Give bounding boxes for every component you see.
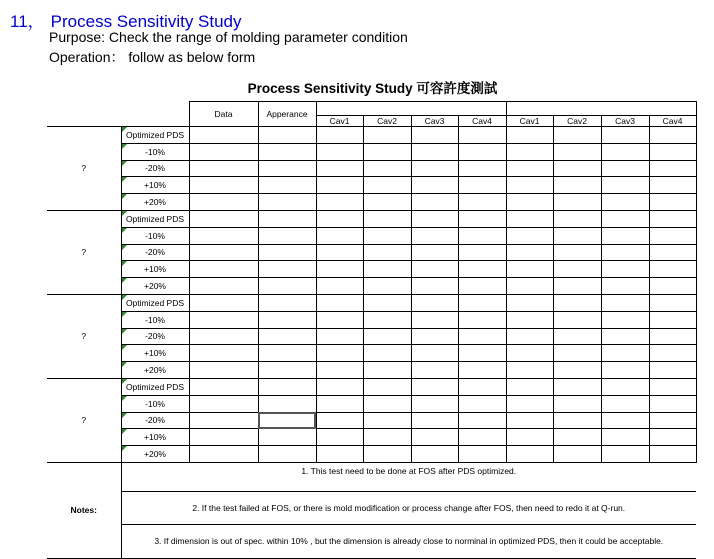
data-cell[interactable] (189, 278, 258, 295)
level-label: -10% (121, 311, 189, 328)
cavity-cell[interactable] (649, 227, 696, 244)
cavity-cell[interactable] (506, 127, 553, 144)
cavity-cell[interactable] (458, 345, 506, 362)
section-number: 11， (10, 12, 45, 31)
level-label: +10% (121, 177, 189, 194)
level-label: -20% (121, 244, 189, 261)
cavity-header: Cav4 (458, 116, 506, 127)
cavity-cell[interactable] (316, 345, 363, 362)
section-title: Process Sensitivity Study (50, 12, 242, 31)
cavity-cell[interactable] (601, 294, 649, 311)
note-1: 1. This test need to be done at FOS after PDS optimized. (121, 462, 696, 491)
cavity-cell[interactable] (363, 395, 411, 412)
appearance-cell[interactable] (258, 244, 316, 261)
level-label: +20% (121, 194, 189, 211)
cavity-cell[interactable] (316, 311, 363, 328)
appearance-cell[interactable] (258, 127, 316, 144)
data-cell[interactable] (189, 194, 258, 211)
data-cell[interactable] (189, 429, 258, 446)
header-row-2 (47, 116, 696, 127)
cavity-cell[interactable] (363, 177, 411, 194)
cavity-cell[interactable] (649, 412, 696, 429)
cavity-cell[interactable] (506, 160, 553, 177)
data-cell[interactable] (189, 328, 258, 345)
cavity-cell[interactable] (363, 278, 411, 295)
data-cell[interactable] (189, 244, 258, 261)
note-row (47, 524, 696, 558)
appearance-cell[interactable] (258, 362, 316, 379)
cavity-cell[interactable] (316, 328, 363, 345)
cavity-cell[interactable] (458, 278, 506, 295)
cavity-cell[interactable] (363, 160, 411, 177)
table-row (47, 362, 696, 379)
level-label-optimized: Optimized PDS (121, 210, 189, 227)
cavity-cell[interactable] (411, 328, 458, 345)
level-label-optimized: Optimized PDS (121, 378, 189, 395)
data-cell[interactable] (189, 294, 258, 311)
data-cell[interactable] (189, 261, 258, 278)
cavity-cell[interactable] (601, 429, 649, 446)
cavity-cell[interactable] (649, 446, 696, 463)
cavity-cell[interactable] (601, 446, 649, 463)
data-cell[interactable] (189, 412, 258, 429)
cavity-header: Cav1 (506, 116, 553, 127)
appearance-cell[interactable] (258, 160, 316, 177)
cavity-cell[interactable] (363, 412, 411, 429)
cavity-cell[interactable] (506, 345, 553, 362)
level-label: +20% (121, 362, 189, 379)
level-label: -20% (121, 160, 189, 177)
cavity-cell[interactable] (553, 429, 601, 446)
cavity-cell[interactable] (458, 127, 506, 144)
cavity-cell[interactable] (458, 328, 506, 345)
cavity-cell[interactable] (411, 294, 458, 311)
cavity-cell[interactable] (506, 261, 553, 278)
cavity-cell[interactable] (411, 177, 458, 194)
cavity-cell[interactable] (649, 311, 696, 328)
data-cell[interactable] (189, 127, 258, 144)
cavity-cell[interactable] (553, 378, 601, 395)
note-3: 3. If dimension is out of spec. within 10% , but the dimension is already close to norminal in optimized PDS, then it could be acceptable. (121, 524, 696, 558)
cavity-cell[interactable] (553, 194, 601, 211)
parameter-name-cell[interactable]: ? (47, 210, 121, 294)
cavity-cell[interactable] (601, 210, 649, 227)
table-row (47, 227, 696, 244)
cavity-header: Cav1 (316, 116, 363, 127)
level-label: +20% (121, 278, 189, 295)
cavity-cell[interactable] (363, 227, 411, 244)
cavity-cell[interactable] (316, 412, 363, 429)
cavity-cell[interactable] (649, 294, 696, 311)
cavity-cell[interactable] (601, 177, 649, 194)
cavity-group-1-header (316, 102, 506, 116)
cavity-cell[interactable] (458, 143, 506, 160)
data-cell[interactable] (189, 311, 258, 328)
col-header-appearance: Apperance (258, 102, 316, 127)
header-row-1 (47, 102, 696, 116)
level-label: -10% (121, 227, 189, 244)
header-blank (47, 116, 121, 127)
cavity-cell[interactable] (363, 261, 411, 278)
table-row (47, 395, 696, 412)
cavity-cell[interactable] (553, 244, 601, 261)
cavity-cell[interactable] (601, 143, 649, 160)
cavity-cell[interactable] (458, 429, 506, 446)
level-label: +10% (121, 261, 189, 278)
cavity-cell[interactable] (363, 446, 411, 463)
appearance-cell[interactable] (258, 177, 316, 194)
data-cell[interactable] (189, 227, 258, 244)
cavity-cell[interactable] (411, 210, 458, 227)
cavity-cell[interactable] (506, 294, 553, 311)
cavity-cell[interactable] (506, 446, 553, 463)
cavity-cell[interactable] (458, 311, 506, 328)
cavity-cell[interactable] (649, 362, 696, 379)
cavity-cell[interactable] (363, 311, 411, 328)
appearance-cell[interactable] (258, 345, 316, 362)
cavity-cell[interactable] (553, 412, 601, 429)
cavity-cell[interactable] (601, 244, 649, 261)
cavity-cell[interactable] (316, 261, 363, 278)
cavity-cell[interactable] (316, 362, 363, 379)
appearance-cell[interactable] (258, 294, 316, 311)
table-row (47, 311, 696, 328)
cavity-cell[interactable] (411, 412, 458, 429)
cavity-cell[interactable] (316, 194, 363, 211)
level-label: -10% (121, 143, 189, 160)
level-label: -20% (121, 328, 189, 345)
cavity-cell[interactable] (506, 194, 553, 211)
cavity-cell[interactable] (649, 177, 696, 194)
cavity-cell[interactable] (506, 278, 553, 295)
cavity-cell[interactable] (363, 143, 411, 160)
cavity-cell[interactable] (316, 127, 363, 144)
cavity-cell[interactable] (506, 177, 553, 194)
cavity-header: Cav3 (411, 116, 458, 127)
cavity-cell[interactable] (316, 429, 363, 446)
cavity-cell[interactable] (458, 261, 506, 278)
cavity-cell[interactable] (363, 345, 411, 362)
parameter-name-cell[interactable]: ? (47, 378, 121, 462)
cavity-cell[interactable] (601, 362, 649, 379)
cavity-cell[interactable] (601, 261, 649, 278)
header-blank (47, 102, 121, 116)
cavity-cell[interactable] (553, 177, 601, 194)
cavity-cell[interactable] (649, 160, 696, 177)
cavity-cell[interactable] (316, 160, 363, 177)
cavity-cell[interactable] (553, 261, 601, 278)
cavity-cell[interactable] (553, 294, 601, 311)
cavity-cell[interactable] (506, 210, 553, 227)
cavity-cell[interactable] (363, 378, 411, 395)
cavity-cell[interactable] (649, 194, 696, 211)
operation-text: Operation： follow as below form (49, 49, 256, 65)
data-cell[interactable] (189, 160, 258, 177)
cavity-cell[interactable] (649, 210, 696, 227)
table-row (47, 378, 696, 395)
cavity-cell[interactable] (601, 378, 649, 395)
cavity-cell[interactable] (458, 412, 506, 429)
cavity-cell[interactable] (411, 143, 458, 160)
table-row (47, 160, 696, 177)
cavity-cell[interactable] (506, 395, 553, 412)
cavity-cell[interactable] (458, 362, 506, 379)
header-blank (121, 102, 189, 116)
cavity-cell[interactable] (553, 210, 601, 227)
cavity-cell[interactable] (601, 160, 649, 177)
cavity-cell[interactable] (649, 278, 696, 295)
table-row (47, 294, 696, 311)
cavity-header: Cav2 (363, 116, 411, 127)
cavity-cell[interactable] (649, 328, 696, 345)
cavity-cell[interactable] (316, 143, 363, 160)
cavity-cell[interactable] (601, 345, 649, 362)
cavity-cell[interactable] (553, 160, 601, 177)
cavity-cell[interactable] (316, 446, 363, 463)
cavity-cell[interactable] (411, 378, 458, 395)
cavity-cell[interactable] (411, 395, 458, 412)
cavity-cell[interactable] (363, 362, 411, 379)
appearance-cell[interactable] (258, 194, 316, 211)
appearance-cell[interactable] (258, 311, 316, 328)
cavity-cell[interactable] (411, 362, 458, 379)
cavity-cell[interactable] (363, 194, 411, 211)
cavity-cell[interactable] (601, 395, 649, 412)
cavity-cell[interactable] (458, 446, 506, 463)
cavity-cell[interactable] (458, 194, 506, 211)
cavity-cell[interactable] (506, 412, 553, 429)
cavity-cell[interactable] (506, 143, 553, 160)
cavity-cell[interactable] (411, 446, 458, 463)
cavity-header: Cav4 (649, 116, 696, 127)
cavity-cell[interactable] (601, 412, 649, 429)
sensitivity-study-table (47, 101, 697, 559)
cavity-cell[interactable] (363, 294, 411, 311)
data-cell[interactable] (189, 378, 258, 395)
appearance-cell[interactable] (258, 412, 316, 429)
sheet-title: Process Sensitivity Study 可容許度測試 (247, 81, 498, 96)
appearance-cell[interactable] (258, 395, 316, 412)
col-header-data: Data (189, 102, 258, 127)
table-row (47, 244, 696, 261)
cavity-cell[interactable] (316, 395, 363, 412)
cavity-cell[interactable] (649, 429, 696, 446)
cavity-cell[interactable] (458, 177, 506, 194)
data-cell[interactable] (189, 395, 258, 412)
cavity-cell[interactable] (553, 311, 601, 328)
data-cell[interactable] (189, 362, 258, 379)
cavity-cell[interactable] (506, 378, 553, 395)
parameter-name-cell[interactable]: ? (47, 294, 121, 378)
appearance-cell[interactable] (258, 278, 316, 295)
cavity-cell[interactable] (553, 278, 601, 295)
cavity-cell[interactable] (553, 227, 601, 244)
table-row (47, 429, 696, 446)
cavity-cell[interactable] (458, 227, 506, 244)
cavity-cell[interactable] (316, 278, 363, 295)
purpose-text: Purpose: Check the range of molding parameter condition (49, 29, 408, 45)
level-label: +20% (121, 446, 189, 463)
table-row (47, 210, 696, 227)
cavity-cell[interactable] (363, 210, 411, 227)
note-2: 2. If the test failed at FOS, or there is mold modification or process change after FOS, then need to redo it at Q-run. (121, 491, 696, 524)
data-cell[interactable] (189, 177, 258, 194)
cavity-cell[interactable] (411, 261, 458, 278)
cavity-cell[interactable] (601, 127, 649, 144)
cavity-cell[interactable] (316, 294, 363, 311)
cavity-cell[interactable] (649, 244, 696, 261)
level-label: -20% (121, 412, 189, 429)
parameter-name-cell[interactable]: ? (47, 127, 121, 211)
data-cell[interactable] (189, 446, 258, 463)
cavity-cell[interactable] (553, 143, 601, 160)
cavity-cell[interactable] (411, 127, 458, 144)
table-row (47, 143, 696, 160)
cavity-cell[interactable] (649, 378, 696, 395)
cavity-cell[interactable] (363, 127, 411, 144)
cavity-cell[interactable] (506, 362, 553, 379)
cavity-cell[interactable] (649, 395, 696, 412)
cavity-group-2-header (506, 102, 696, 116)
table-row (47, 278, 696, 295)
cavity-cell[interactable] (316, 177, 363, 194)
data-cell[interactable] (189, 345, 258, 362)
cavity-cell[interactable] (458, 378, 506, 395)
level-label: +10% (121, 345, 189, 362)
cavity-header: Cav2 (553, 116, 601, 127)
cavity-cell[interactable] (316, 210, 363, 227)
cavity-cell[interactable] (601, 194, 649, 211)
cavity-cell[interactable] (649, 261, 696, 278)
table-row (47, 328, 696, 345)
cavity-cell[interactable] (553, 345, 601, 362)
level-label-optimized: Optimized PDS (121, 294, 189, 311)
cavity-cell[interactable] (411, 194, 458, 211)
table-row (47, 194, 696, 211)
note-row (47, 462, 696, 491)
cavity-cell[interactable] (411, 311, 458, 328)
cavity-cell[interactable] (458, 294, 506, 311)
appearance-cell[interactable] (258, 378, 316, 395)
cavity-cell[interactable] (411, 345, 458, 362)
appearance-cell[interactable] (258, 328, 316, 345)
table-row (47, 127, 696, 144)
cavity-cell[interactable] (649, 143, 696, 160)
table-row (47, 261, 696, 278)
cavity-cell[interactable] (553, 328, 601, 345)
appearance-cell[interactable] (258, 429, 316, 446)
cavity-cell[interactable] (411, 278, 458, 295)
cavity-cell[interactable] (506, 244, 553, 261)
level-label: -10% (121, 395, 189, 412)
cavity-cell[interactable] (649, 345, 696, 362)
cavity-cell[interactable] (411, 160, 458, 177)
cavity-cell[interactable] (458, 160, 506, 177)
appearance-cell[interactable] (258, 446, 316, 463)
cavity-cell[interactable] (363, 328, 411, 345)
data-cell[interactable] (189, 143, 258, 160)
cavity-cell[interactable] (506, 429, 553, 446)
cavity-header: Cav3 (601, 116, 649, 127)
table-row (47, 446, 696, 463)
appearance-cell[interactable] (258, 210, 316, 227)
cavity-cell[interactable] (506, 328, 553, 345)
cavity-cell[interactable] (411, 244, 458, 261)
notes-label: Notes: (47, 462, 121, 558)
cavity-cell[interactable] (458, 210, 506, 227)
cavity-cell[interactable] (458, 395, 506, 412)
cavity-cell[interactable] (506, 227, 553, 244)
cavity-cell[interactable] (363, 429, 411, 446)
cavity-cell[interactable] (411, 227, 458, 244)
cavity-cell[interactable] (553, 395, 601, 412)
table-row (47, 412, 696, 429)
appearance-cell[interactable] (258, 143, 316, 160)
cavity-cell[interactable] (601, 227, 649, 244)
cavity-cell[interactable] (601, 278, 649, 295)
table-row (47, 345, 696, 362)
level-label-optimized: Optimized PDS (121, 127, 189, 144)
appearance-cell[interactable] (258, 227, 316, 244)
cavity-cell[interactable] (411, 429, 458, 446)
cavity-cell[interactable] (458, 244, 506, 261)
cavity-cell[interactable] (553, 362, 601, 379)
level-label: +10% (121, 429, 189, 446)
cavity-cell[interactable] (363, 244, 411, 261)
cavity-cell[interactable] (316, 227, 363, 244)
note-row (47, 491, 696, 524)
cavity-cell[interactable] (553, 446, 601, 463)
cavity-cell[interactable] (601, 328, 649, 345)
appearance-cell[interactable] (258, 261, 316, 278)
data-cell[interactable] (189, 210, 258, 227)
cavity-cell[interactable] (316, 378, 363, 395)
cavity-cell[interactable] (649, 127, 696, 144)
table-row (47, 177, 696, 194)
cavity-cell[interactable] (601, 311, 649, 328)
header-blank (121, 116, 189, 127)
cavity-cell[interactable] (506, 311, 553, 328)
cavity-cell[interactable] (316, 244, 363, 261)
cavity-cell[interactable] (553, 127, 601, 144)
